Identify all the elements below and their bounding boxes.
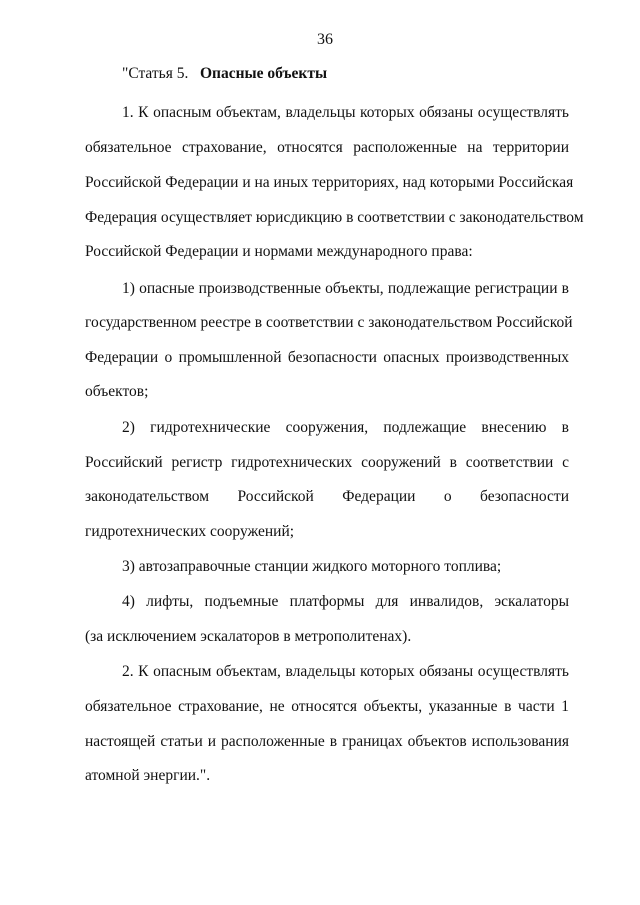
list-item-1-line: объектов; bbox=[85, 383, 149, 400]
paragraph-1-line: Российской Федерации и нормами международного права: bbox=[85, 243, 473, 260]
list-item-1-line: 1) опасные производственные объекты, подлежащие регистрации в bbox=[122, 280, 569, 297]
article-label: "Статья 5. bbox=[122, 65, 189, 82]
paragraph-1-line: 1. К опасным объектам, владельцы которых обязаны осуществлять bbox=[122, 104, 569, 121]
article-title: Опасные объекты bbox=[200, 65, 328, 82]
list-item-1-line: государственном реестре в соответствии с законодательством Российской bbox=[85, 314, 573, 331]
list-item-1-line: Федерации о промышленной безопасности опасных производственных bbox=[85, 349, 569, 366]
paragraph-1-line: Российской Федерации и на иных территориях, над которыми Российская bbox=[85, 174, 574, 191]
list-item-4-line: 4) лифты, подъемные платформы для инвалидов, эскалаторы bbox=[122, 593, 569, 610]
article-heading bbox=[122, 64, 569, 84]
list-item-2-line: законодательством Российской Федерации о безопасности bbox=[85, 488, 569, 505]
list-item-3-line: 3) автозаправочные станции жидкого моторного топлива; bbox=[122, 558, 502, 575]
list-item-2-line: гидротехнических сооружений; bbox=[85, 523, 295, 540]
paragraph-2-line: настоящей статьи и расположенные в границах объектов использования bbox=[85, 733, 569, 750]
paragraph-1-line: обязательное страхование, относятся расположенные на территории bbox=[85, 139, 569, 156]
paragraph-2-line: атомной энергии.". bbox=[85, 767, 211, 784]
list-item-2-line: 2) гидротехнические сооружения, подлежащие внесению в bbox=[122, 419, 569, 436]
paragraph-2-line: обязательное страхование, не относятся объекты, указанные в части 1 bbox=[85, 698, 569, 715]
list-item-2-line: Российский регистр гидротехнических сооружений в соответствии с bbox=[85, 454, 569, 471]
paragraph-1-line: Федерация осуществляет юрисдикцию в соответствии с законодательством bbox=[85, 209, 584, 226]
page-number: 36 bbox=[317, 31, 333, 48]
list-item-4-line: (за исключением эскалаторов в метрополитенах). bbox=[85, 628, 412, 645]
paragraph-2-line: 2. К опасным объектам, владельцы которых обязаны осуществлять bbox=[122, 663, 569, 680]
